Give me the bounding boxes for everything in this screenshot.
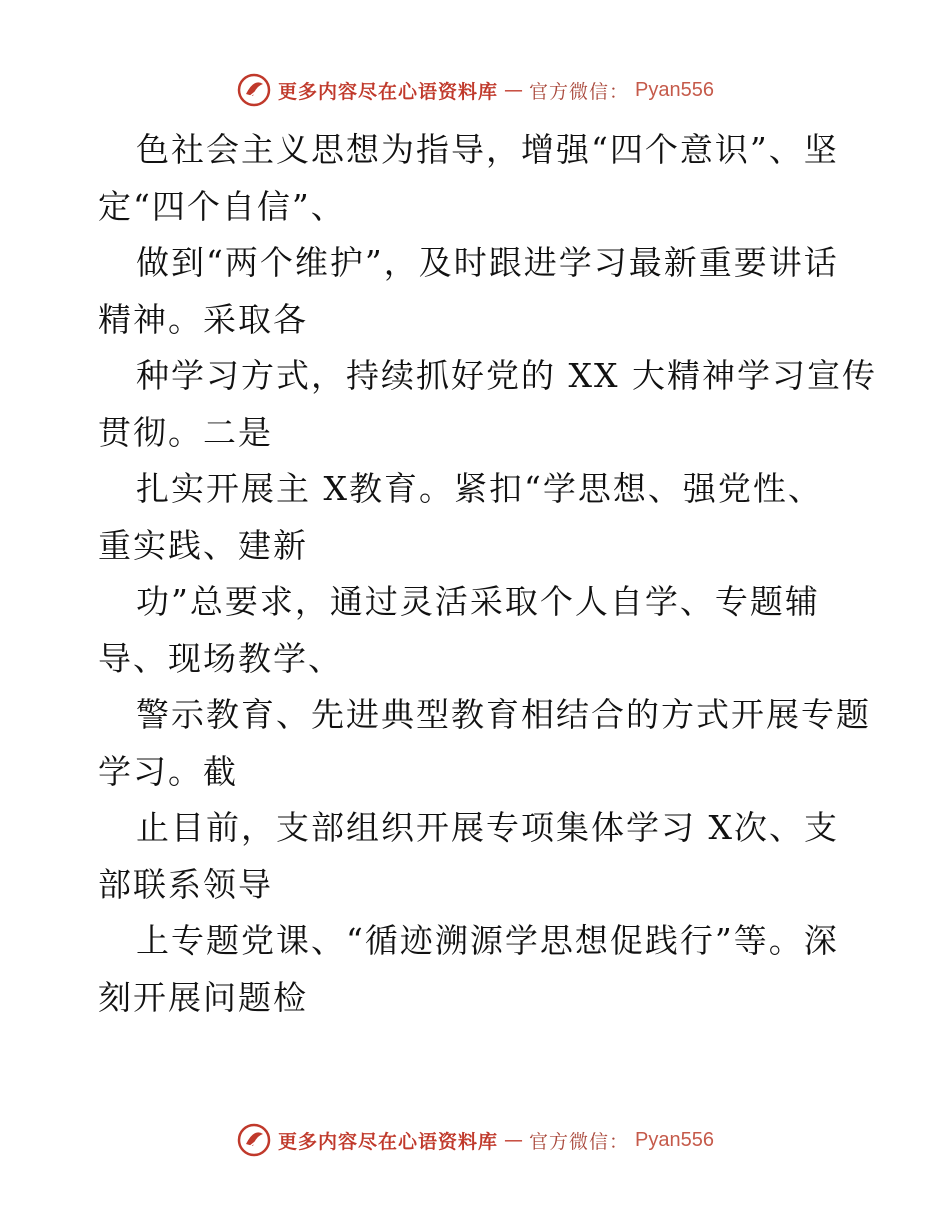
watermark-separator: — — [504, 1129, 524, 1151]
text-line: 精神。采取各 — [98, 299, 308, 339]
header-watermark — [0, 70, 950, 110]
watermark-main-text: 更多内容尽在心语资料库 — [278, 1130, 499, 1153]
text-line: 止目前，支部组织开展专项集体学习 X次、支 — [136, 808, 839, 847]
text-line: 刻开展问题检 — [98, 977, 308, 1017]
watermark-wechat-label: 官方微信： — [529, 80, 630, 103]
text-line: 导、现场教学、 — [98, 638, 343, 678]
text-line: 部联系领导 — [98, 864, 273, 904]
watermark-wechat-id: Pyan556 — [635, 1128, 714, 1151]
watermark-wechat-id: Pyan556 — [635, 78, 714, 101]
text-line: 功”总要求，通过灵活采取个人自学、专题辅 — [136, 582, 820, 621]
watermark-main-text: 更多内容尽在心语资料库 — [278, 80, 499, 103]
text-line: 扎实开展主 X教育。紧扣“学思想、强党性、 — [136, 469, 823, 508]
text-line: 定“四个自信”、 — [98, 186, 346, 226]
watermark-separator: — — [504, 79, 524, 101]
text-line: 做到“两个维护”，及时跟进学习最新重要讲话 — [136, 243, 839, 282]
brand-logo-icon — [236, 72, 272, 108]
text-line: 上专题党课、“循迹溯源学思想促践行”等。深 — [136, 921, 839, 960]
text-line: 种学习方式，持续抓好党的 XX 大精神学习宣传 — [136, 356, 877, 395]
text-line: 学习。截 — [98, 751, 238, 791]
footer-watermark — [0, 1120, 950, 1160]
document-body — [98, 122, 877, 1026]
text-line: 警示教育、先进典型教育相结合的方式开展专题 — [136, 695, 871, 734]
text-line: 色社会主义思想为指导，增强“四个意识”、坚 — [136, 130, 839, 169]
watermark-wechat-label: 官方微信： — [529, 1130, 630, 1153]
brand-logo-icon — [236, 1122, 272, 1158]
text-line: 重实践、建新 — [98, 525, 308, 565]
text-line: 贯彻。二是 — [98, 412, 273, 452]
